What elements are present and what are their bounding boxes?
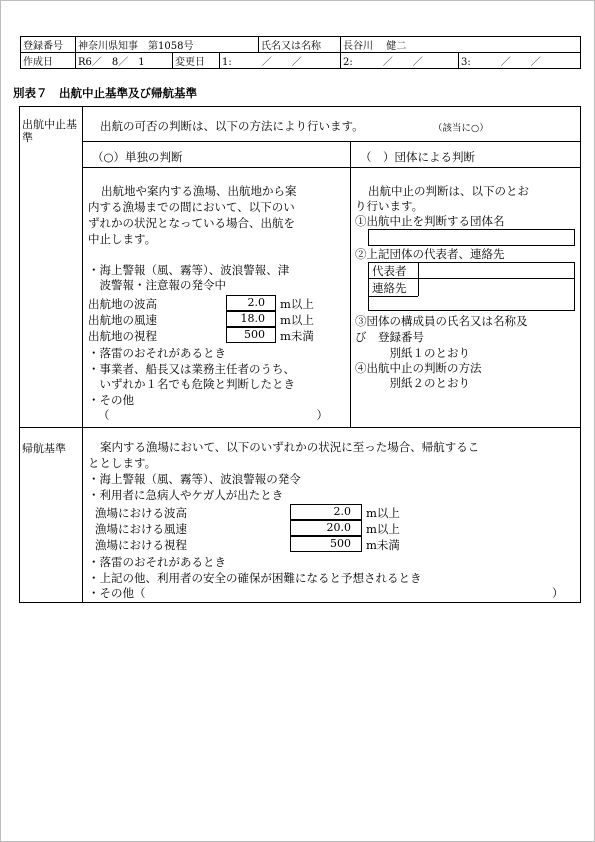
departure-subheader-divider — [82, 167, 581, 168]
return-bullet: ・海上警報（風、霧等）、波浪警報の発令 — [88, 472, 301, 486]
rep-label: 代表者 — [372, 264, 407, 278]
departure-header-divider — [82, 141, 581, 142]
return-other-open: ・その他（ — [88, 586, 146, 600]
label-column-divider — [82, 106, 83, 603]
bullet-item: いずれか１名でも危険と判断したとき — [88, 377, 295, 391]
group-item-4: ④出航中止の判断の方法 — [355, 361, 482, 375]
return-measure-unit: m以上 — [366, 522, 400, 536]
name-value: 長谷川 健二 — [341, 37, 581, 53]
measure-unit: m以上 — [280, 313, 314, 327]
return-measure-unit: m未満 — [366, 538, 400, 552]
return-section-divider — [19, 427, 581, 428]
name-label: 氏名又は名称 — [259, 37, 341, 53]
measure-value-box — [226, 295, 276, 311]
group-text-line: り行います。 — [355, 199, 424, 213]
bullet-item: ・その他 — [88, 393, 134, 407]
contact-label-bottom — [368, 296, 418, 297]
return-measure-label: 漁場における風速 — [95, 522, 187, 536]
single-text-line: 出航地や案内する漁場、出航地から案 — [101, 184, 297, 198]
change-1: 1: ／ ／ — [220, 53, 341, 69]
reg-no-value: 神奈川県知事 第1058号 — [76, 37, 259, 53]
departure-label: 出航中止基準 — [22, 118, 77, 144]
warning-line: ・海上警報（風、霧等）、波浪警報、津 — [88, 263, 290, 277]
bullet-item: ・事業者、船長又は業務主任者のうち、 — [88, 362, 295, 376]
return-measure-value: 500 — [330, 537, 351, 550]
measure-unit: m以上 — [280, 297, 314, 311]
return-other-close: ） — [552, 586, 564, 600]
group-item-3: 別紙１のとおり — [355, 346, 470, 360]
rep-label-divider — [418, 262, 419, 296]
return-measure-value: 20.0 — [326, 521, 351, 534]
return-measure-value-box — [290, 520, 362, 536]
measure-value: 500 — [244, 328, 265, 341]
single-text-line: ずれかの状況となっている場合、出航を — [88, 216, 295, 230]
measure-value-box — [226, 327, 276, 343]
single-judgment-header: （○）単独の判断 — [92, 150, 183, 164]
single-group-divider — [350, 141, 351, 427]
group-item-3: び 登録番号 — [355, 330, 424, 344]
measure-label: 出航地の視程 — [88, 329, 157, 343]
return-measure-value: 2.0 — [333, 505, 351, 518]
measure-value: 2.0 — [247, 296, 265, 309]
group-item-4: 別紙２のとおり — [355, 376, 470, 390]
return-measure-label: 漁場における波高 — [95, 506, 187, 520]
single-text-line: 中止します。 — [88, 232, 157, 246]
measure-label: 出航地の波高 — [88, 297, 157, 311]
single-text-line: 内する漁場までの間において、以下のい — [88, 200, 295, 214]
changed-label: 変更日 — [173, 53, 220, 69]
return-bullet: ・上記の他、利用者の安全の確保が困難になると予想されるとき — [88, 571, 422, 585]
contact-label: 連絡先 — [372, 281, 407, 295]
group-judgment-header: （ ）団体による判断 — [360, 150, 475, 164]
group-item-3: ③団体の構成員の氏名又は名称及 — [355, 314, 528, 328]
measure-value: 18.0 — [240, 312, 265, 325]
other-parentheses: （ ） — [98, 408, 328, 422]
bullet-item: ・落雷のおそれがあるとき — [88, 346, 226, 360]
return-bullet: ・利用者に急病人やケガ人が出たとき — [88, 488, 284, 502]
measure-unit: m未満 — [280, 329, 314, 343]
section-title: 別表７ 出航中止基準及び帰航基準 — [13, 86, 197, 100]
created-label: 作成日 — [21, 53, 76, 69]
group-item-1: ①出航中止を判断する団体名 — [355, 214, 505, 228]
group-text-line: 出航中止の判断は、以下のとお — [368, 184, 529, 198]
measure-value-box — [226, 311, 276, 327]
return-measure-value-box — [290, 504, 362, 520]
registration-table — [20, 36, 581, 69]
return-intro-line: 案内する漁場において、以下のいずれかの状況に至った場合、帰航するこ — [100, 440, 480, 454]
departure-intro-note: （該当に○） — [433, 123, 489, 134]
group-name-field — [368, 229, 575, 246]
return-intro-line: ととします。 — [88, 456, 157, 470]
departure-intro: 出航の可否の判断は、以下の方法により行います。 — [100, 119, 364, 133]
return-bullet: ・落雷のおそれがあるとき — [88, 555, 226, 569]
return-measure-value-box — [290, 536, 362, 552]
measure-label: 出航地の風速 — [88, 313, 157, 327]
reg-no-label: 登録番号 — [21, 37, 76, 53]
group-item-2: ②上記団体の代表者、連絡先 — [355, 247, 505, 261]
created-value: R6／ 8／ 1 — [76, 53, 173, 69]
change-3: 3: ／ ／ — [459, 53, 581, 69]
return-measure-label: 漁場における視程 — [95, 538, 187, 552]
return-label: 帰航基準 — [22, 442, 66, 455]
return-measure-unit: m以上 — [366, 506, 400, 520]
warning-line: 波警報・注意報の発令中 — [88, 278, 226, 292]
change-2: 2: ／ ／ — [341, 53, 459, 69]
